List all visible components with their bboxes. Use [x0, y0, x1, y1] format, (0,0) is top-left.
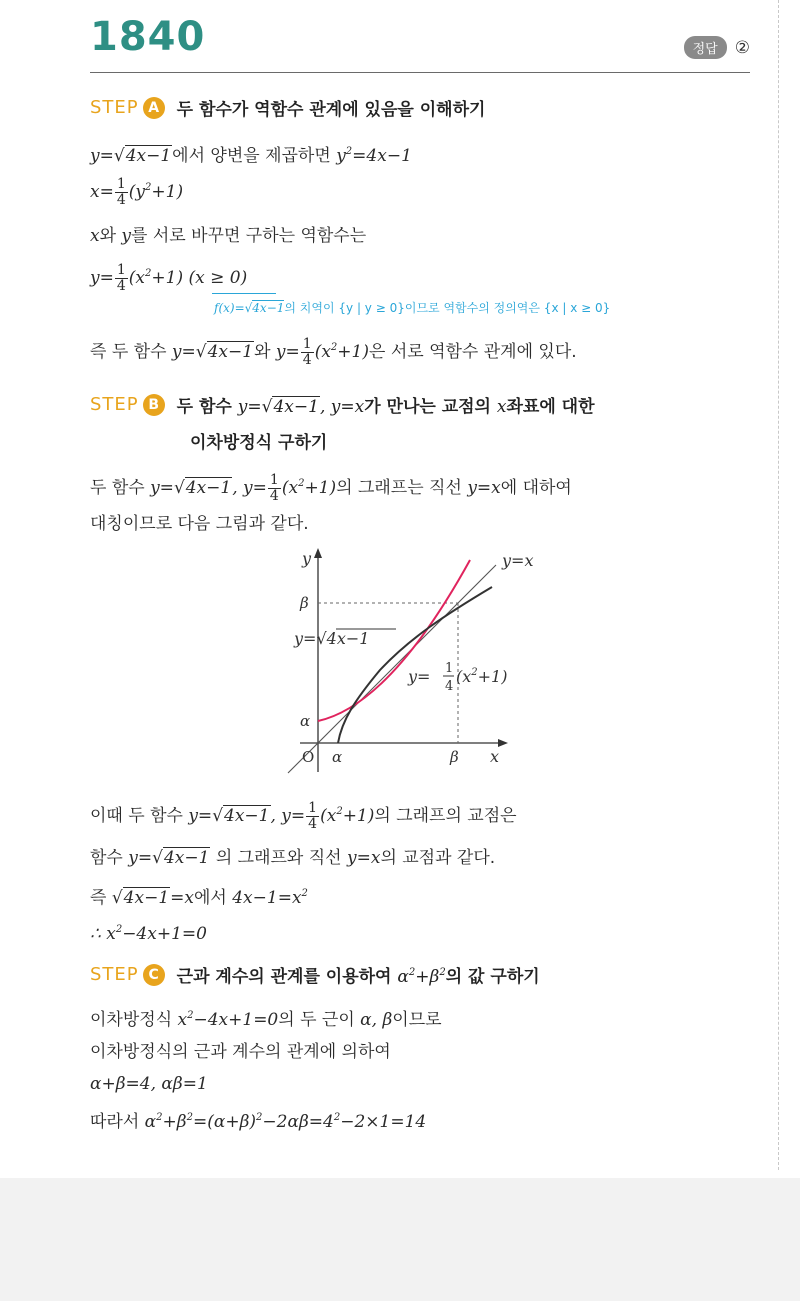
step-b-line-1: 두 함수 y=√4x−1, y= $\frac{1}{4}$ $(x^2+1)$의 그래프는 직선 y=x에 대하여: [90, 471, 572, 504]
step-title: 두 함수 y=√4x−1, y=x가 만나는 교점의 x좌표에 대한: [176, 397, 595, 417]
beta-y-label: β: [300, 594, 309, 612]
svg-text:4: 4: [445, 679, 454, 694]
alpha-x-label: α: [332, 748, 343, 766]
line-label: y=x: [502, 551, 534, 570]
step-b-line-5: 즉 √4x−1=x에서 $4x-1=x^2$: [90, 888, 308, 908]
sqrt-curve: [338, 587, 492, 743]
quadratic-curve-label: y=: [408, 667, 431, 686]
step-letter-badge: C: [143, 964, 165, 986]
step-c-line-3: α+β=4, αβ=1: [90, 1074, 208, 1094]
step-a-line-3: x와 y를 서로 바꾸면 구하는 역함수는: [90, 226, 367, 246]
step-c-line-2: 이차방정식의 근과 계수의 관계에 의하여: [90, 1042, 391, 1062]
alpha-y-label: α: [300, 712, 311, 730]
step-c-line-4: 따라서 $\alpha^2+\beta^2=(\alpha+\beta)^2-2\alpha\beta=4^2-2\times 1=14$: [90, 1112, 427, 1132]
bottom-band: [0, 1178, 800, 1301]
step-a-heading: [90, 95, 485, 120]
x-axis-arrow: [498, 739, 508, 747]
problem-number: 1840: [90, 14, 206, 60]
function-graph: [270, 540, 570, 785]
svg-text:1: 1: [445, 661, 454, 676]
annotation-note: f(x)=√4x−1의 치역이 {y | y ≥ 0}이므로 역함수의 정의역은 {x | x ≥ 0}: [214, 301, 611, 315]
step-title-line-2: 이차방정식 구하기: [190, 433, 328, 453]
step-title: 두 함수가 역함수 관계에 있음을 이해하기: [176, 100, 486, 120]
y-axis-arrow: [314, 548, 322, 558]
answer-badge: 정답: [684, 36, 727, 59]
beta-x-label: β: [450, 748, 459, 766]
step-letter-badge: A: [143, 97, 165, 119]
header: [90, 14, 750, 70]
step-a-line-4: y= $\frac{1}{4}$ $(x^2+1) (x \ge 0)$: [90, 261, 248, 294]
header-rule: [90, 72, 750, 73]
step-letter-badge: B: [143, 394, 165, 416]
step-title: 근과 계수의 관계를 이용하여 $\alpha^2+\beta^2$의 값 구하기: [176, 967, 540, 987]
y-axis-label: y: [302, 549, 312, 568]
step-word: STEP: [90, 97, 139, 118]
step-b-line-3: 이때 두 함수 y=√4x−1, y= $\frac{1}{4}$ $(x^2+1)$의 그래프의 교점은: [90, 799, 517, 832]
origin-label: O: [302, 748, 315, 766]
step-b-heading: STEP B 두 함수 y=√4x−1, y=x가 만나는 교점의 x좌표에 대한: [90, 394, 595, 417]
answer-value: ②: [734, 37, 750, 58]
step-a-line-1: y=√4x−1에서 양변을 제곱하면 $y^2=4x-1$: [90, 146, 412, 166]
annotation-line: [212, 293, 276, 294]
domain-condition: (x ≥ 0): [188, 268, 248, 288]
sqrt-curve-label: y=√4x−1: [294, 629, 370, 648]
step-c-line-1: 이차방정식 $x^2-4x+1=0$의 두 근이 α, β이므로: [90, 1010, 442, 1030]
step-b-line-4: 함수 y=√4x−1 의 그래프와 직선 y=x의 교점과 같다.: [90, 848, 496, 868]
step-c-heading: STEP C 근과 계수의 관계를 이용하여 $\alpha^2+\beta^2$의 값 구하기: [90, 964, 540, 987]
svg-text:(x2+1): $(x^2+1)$: [456, 667, 508, 686]
x-axis-label: x: [490, 747, 500, 766]
step-a-line-2: x= $\frac{1}{4}$ $(y^2+1)$: [90, 175, 184, 208]
step-b-line-6: ∴ $x^2-4x+1=0$: [90, 924, 207, 944]
fraction: $\frac{1}{4}$: [116, 261, 126, 294]
answer: [684, 36, 750, 59]
page-margin-line: [778, 0, 779, 1170]
fraction: $\frac{1}{4}$: [116, 175, 126, 208]
step-b-line-2: 대칭이므로 다음 그림과 같다.: [90, 514, 309, 534]
step-a-line-5: 즉 두 함수 y=√4x−1와 y= $\frac{1}{4}$ $(x^2+1)$은 서로 역함수 관계에 있다.: [90, 335, 577, 368]
